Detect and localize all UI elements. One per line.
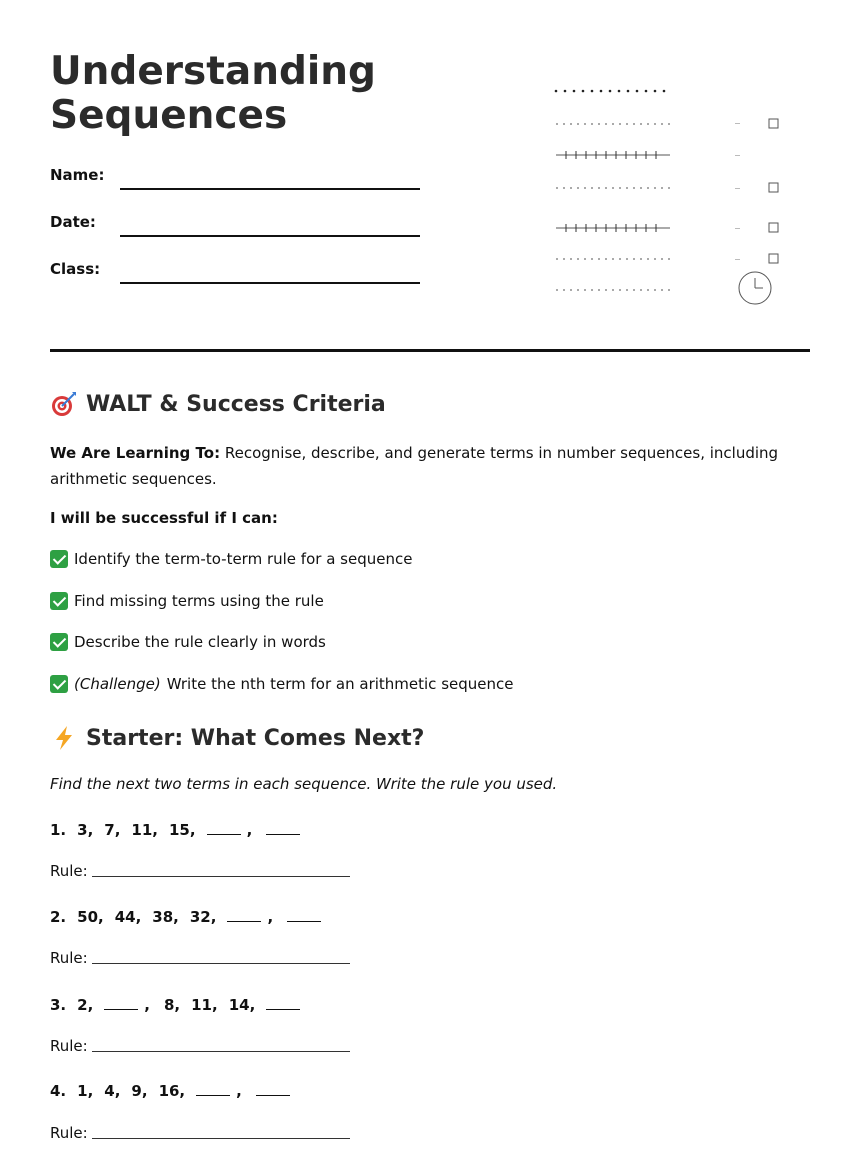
date-line[interactable] [120, 235, 420, 237]
rule-line-3 [50, 1037, 350, 1055]
check-icon [50, 675, 68, 693]
starter-heading [50, 724, 424, 752]
rule-answer-line[interactable] [92, 876, 350, 877]
rule-label: Rule: [50, 862, 88, 880]
name-line[interactable] [120, 188, 420, 190]
criteria-item [50, 675, 513, 693]
starter-heading-text: Starter: What Comes Next? [86, 725, 425, 751]
answer-blank[interactable] [227, 920, 261, 922]
rule-label: Rule: [50, 1037, 88, 1055]
question-number: 2. [50, 908, 67, 926]
lightning-icon [50, 724, 78, 752]
criteria-item [50, 633, 326, 651]
sequence-term: 2, [77, 996, 94, 1014]
walt-statement [50, 440, 810, 492]
rule-answer-line[interactable] [92, 1138, 350, 1139]
walt-text: Recognise, describe, and generate terms in number sequences, including arithmetic sequences. [50, 444, 779, 488]
date-label: Date: [50, 213, 96, 231]
check-icon [50, 550, 68, 568]
sequence-term: 8, [163, 996, 181, 1014]
class-field [50, 260, 420, 290]
question-number: 3. [50, 996, 67, 1014]
walt-heading [50, 390, 386, 418]
date-field [50, 213, 420, 243]
criteria-text: Identify the term-to-term rule for a sequence [74, 550, 413, 568]
question-2: 2. 50, 44, 38, 32, , [50, 908, 327, 926]
rule-answer-line[interactable] [92, 1051, 350, 1052]
rule-line-1 [50, 862, 350, 880]
criteria-item [50, 592, 324, 610]
sequence-term: 11, [191, 996, 218, 1014]
rule-line-4 [50, 1124, 350, 1142]
answer-blank[interactable] [266, 1008, 300, 1010]
sequence-term: 4, [104, 1082, 121, 1100]
check-icon [50, 592, 68, 610]
sequence-term: 44, [114, 908, 142, 926]
name-field [50, 166, 420, 196]
sequence-term: 7, [104, 821, 121, 839]
rule-answer-line[interactable] [92, 963, 350, 964]
answer-blank[interactable] [196, 1094, 230, 1096]
sequence-term: 1, [77, 1082, 94, 1100]
success-heading: I will be successful if I can: [50, 509, 278, 527]
answer-blank[interactable] [207, 833, 241, 835]
answer-blank[interactable] [266, 833, 300, 835]
class-line[interactable] [120, 282, 420, 284]
rule-label: Rule: [50, 1124, 88, 1142]
question-3: 3. 2, , 8, 11, 14, [50, 996, 306, 1014]
answer-blank[interactable] [287, 920, 321, 922]
sequence-term: 15, [169, 821, 196, 839]
sequence-term: 11, [131, 821, 158, 839]
name-label: Name: [50, 166, 105, 184]
sequence-term: 9, [131, 1082, 148, 1100]
sequence-term: 50, [77, 908, 104, 926]
starter-instruction: Find the next two terms in each sequence. Write the rule you used. [50, 775, 558, 793]
walt-heading-text: WALT & Success Criteria [86, 391, 386, 417]
answer-blank[interactable] [104, 1008, 138, 1010]
target-dart-icon [50, 390, 78, 418]
question-1: 1. 3, 7, 11, 15, , [50, 821, 306, 839]
page-title: Understanding Sequences [50, 49, 376, 138]
criteria-item [50, 550, 412, 568]
check-icon [50, 633, 68, 651]
question-number: 4. [50, 1082, 67, 1100]
sequence-term: 38, [152, 908, 179, 926]
walt-label: We Are Learning To: [50, 444, 221, 462]
question-number: 1. [50, 821, 67, 839]
sequence-term: 14, [228, 996, 256, 1014]
rule-label: Rule: [50, 949, 88, 967]
answer-blank[interactable] [256, 1094, 290, 1096]
sequence-term: 3, [77, 821, 94, 839]
question-4: 4. 1, 4, 9, 16, , [50, 1082, 296, 1100]
header-divider [50, 349, 810, 352]
sequence-term: 16, [158, 1082, 186, 1100]
rule-line-2 [50, 949, 350, 967]
criteria-text: Write the nth term for an arithmetic sequence [166, 675, 514, 693]
sequence-term: 32, [189, 908, 217, 926]
class-label: Class: [50, 260, 101, 278]
criteria-prefix: (Challenge) [74, 675, 161, 693]
criteria-text: Describe the rule clearly in words [74, 633, 326, 651]
criteria-text: Find missing terms using the rule [74, 592, 324, 610]
sequence-illustration-icon [552, 82, 792, 312]
